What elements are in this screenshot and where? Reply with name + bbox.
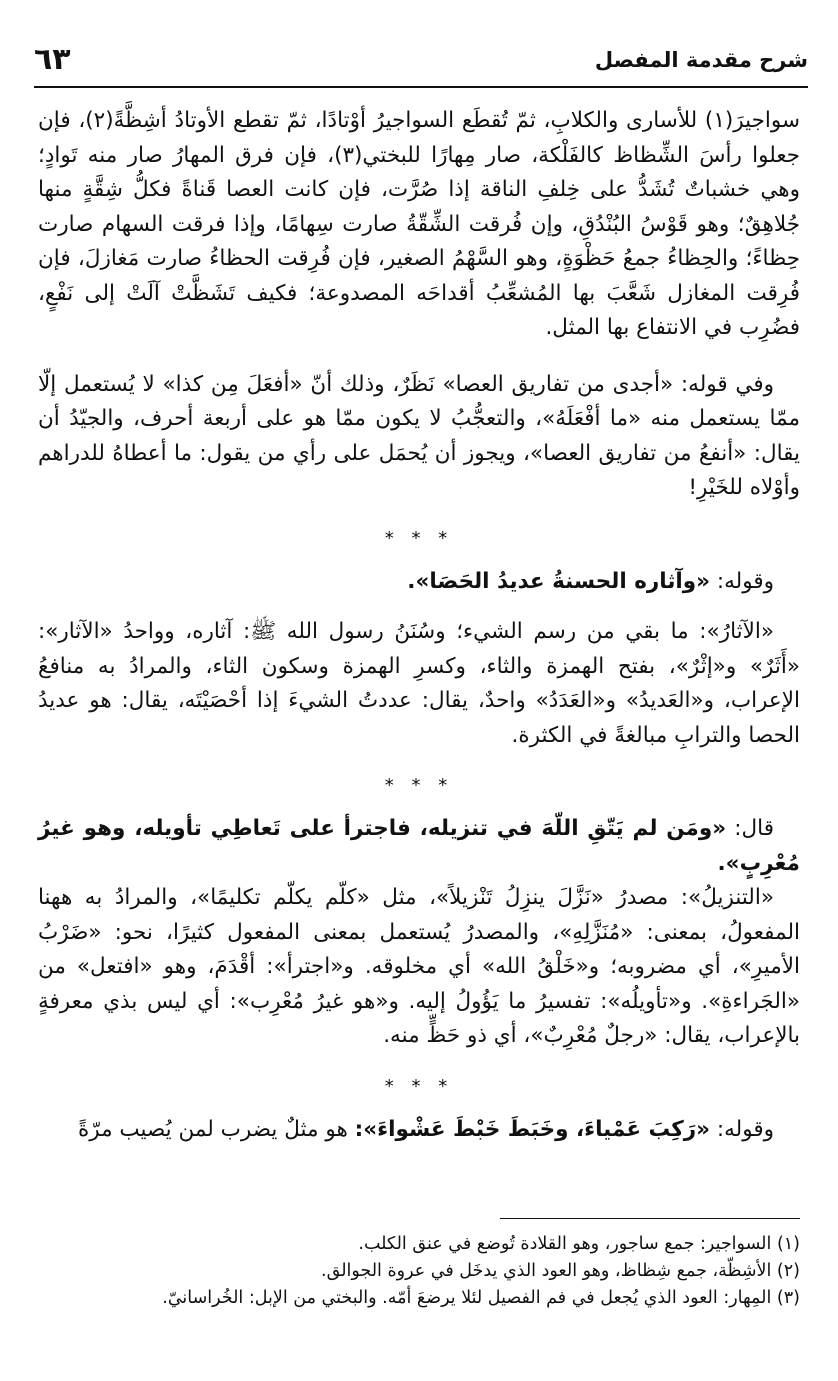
footnotes <box>38 1218 800 1312</box>
section-separator: * * * <box>384 775 454 796</box>
footnote-1: (١) السواجير: جمع ساجور، وهو القلادة تُوضع في عنق الكلب. <box>358 1234 800 1254</box>
section-separator: * * * <box>384 1075 454 1097</box>
section-4-body: هو مثلٌ يضرب لمن يُصيب مرّةً <box>77 1116 348 1142</box>
paragraph-2: وفي قوله: «أجدى من تفاريق العصا» نَظَرٌ، وذلك أنّ «أفعَلَ مِن كذا» لا يُستعمل إلّا ممّا يستعمل منه «ما أفْعَلَهُ»، والتعجُّبُ لا يكون ممّا هو على أربعة أحرف، والجيّدُ أن يقال: «أنفعُ من تفاريق العصا»، ويجوز أن يُحمَل على رأي من يقول: ما أعطاهُ للدراهم وأوْلاه للخَيْرِ! <box>38 371 800 500</box>
footnote-3: (٣) المِهار: العود الذي يُجعل في فم الفصيل لئلا يرضعَ أمّه. والبختي من الإبل: الخُراسانيّ. <box>162 1288 800 1308</box>
footnote-2: (٢) الأشِظّة، جمع شِظاظ، وهو العود الذي يدخَل في عروة الجوالق. <box>321 1261 800 1281</box>
section-4-lead: وقوله: <box>716 1116 774 1142</box>
section-2-body: «الآثارُ»: ما بقي من رسم الشيء؛ وسُنَنُ رسول الله ﷺ: آثاره، وواحدُ «الآثار»: «أَثَرٌ» و«إثْرٌ»، بفتح الهمزة والثاء، وكسرِ الهمزة وسكون الثاء، والمرادُ به منافعُ الإعراب، و«العَديدُ» و«العَدَدُ» واحدٌ، يقال: عددتُ الشيءَ إذا أحْصَيْتَه، يقال: هو عديدُ الحصا والترابِ مبالغةً في الكثرة. <box>38 619 800 748</box>
section-3-quote: «ومَن لم يَتّقِ اللّهَ في تنزيله، فاجترأ على تَعاطِي تأويله، وهو غيرُ مُعْرِبٍ». <box>38 816 800 876</box>
section-separator: * * * <box>384 527 454 549</box>
running-title: شرح مقدمة المفصل <box>594 48 808 72</box>
paragraph-1: سواجيرَ(١) للأسارى والكلابِ، ثمّ تُقطَع السواجيرُ أوْتادًا، ثمّ تقطع الأوتادُ أشِظَّةً(٢)، فإن جعلوا رأسَ الشِّظاظ كالفَلْكة، صار مِهارًا للبختي(٣)، فإن فرق المهارُ صار منه تَوادٍ؛ وهي خشباتٌ تُشَدُّ على خِلفِ الناقة إذا صُرَّت، فإن كانت العصا قَناةً فكلُّ شِقَّةٍ منها جُلاهِقٌ؛ وهو قَوْسُ البُنْدُقِ، وإن فُرقت الشِّقّةُ صارت سِهامًا، وإذا فرقت السهام صارت حِظاءً؛ والحِظاءُ جمعُ حَظْوَةٍ، وهو السَّهْمُ الصغير، فإن فُرِقت الحظاءُ صارت مَغازلَ، فإن فُرِقت المغازل شَعَّبَ بها المُشعِّبُ أقداحَه المصدوعة؛ فكيف تَشَظَّتْ آلَتْ إلى نَفْعٍ، فضُرِب في الانتفاع بها المثل. <box>38 108 800 340</box>
page-number: ٦٣ <box>34 42 71 77</box>
footnote-divider <box>500 1218 800 1219</box>
section-3-lead: قال: <box>734 816 774 841</box>
page-header <box>34 38 808 88</box>
section-4-quote: «رَكِبَ عَمْياءَ، وخَبَطَ خَبْطَ عَشْواءَ»: <box>354 1116 711 1142</box>
section-2-lead: وقوله: <box>716 568 774 594</box>
page-body <box>38 104 800 1147</box>
section-2-quote: «وآثاره الحسنةُ عديدُ الحَصَا». <box>407 568 711 594</box>
section-2-heading <box>38 565 800 600</box>
section-3-body: «التنزيلُ»: مصدرُ «نَزَّلَ ينزِلُ تَنْزيلاً»، مثل «كلّم يكلّم تكليمًا»، والمرادُ به ههنا المفعولُ، بمعنى: «مُنَزَّلِهِ»، والمصدرُ يُستعمل بمعنى المفعول كثيرًا، نحو: «ضَرْبُ الأميرِ»، أي مضروبه؛ و«خَلْقُ الله» أي مخلوقه. و«اجترأ»: أقْدَمَ، وهو «افتعل» من «الجَراءةِ». و«تأويلُه»: تفسيرُ ما يَؤُولُ إليه. و«هو غيرُ مُعْرِب»: أي ليس بذي معرفةٍ بالإعراب، يقال: «رجلٌ مُعْرِبٌ»، أي ذو حَظٍّ منه. <box>38 885 800 1048</box>
section-4-paragraph <box>38 1113 800 1148</box>
section-3-heading <box>38 812 800 881</box>
